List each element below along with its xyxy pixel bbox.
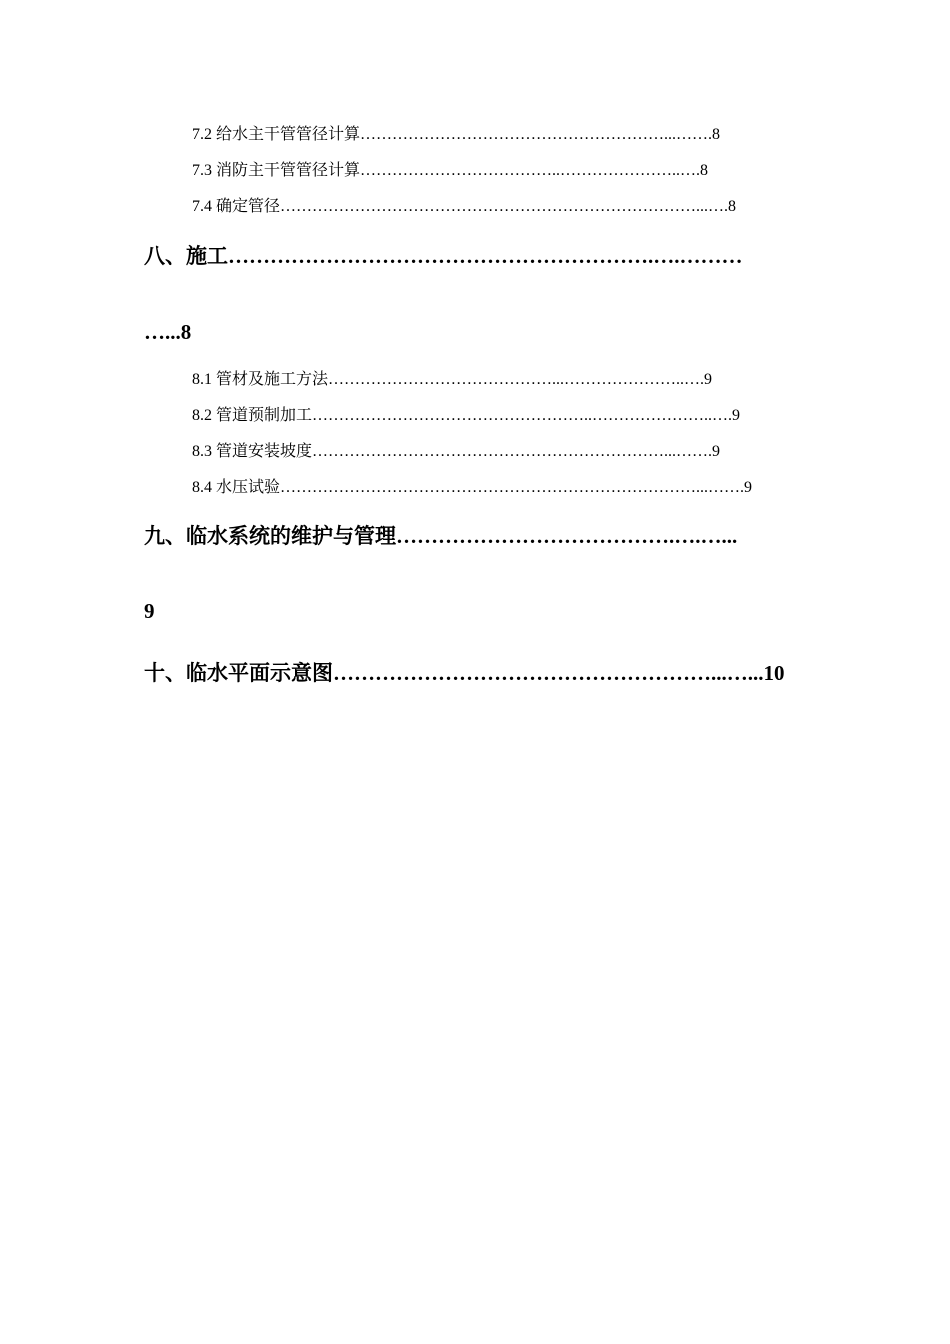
toc-entry-8-4: 8.4 水压试验……………………………………………………………………...…….9 [192,479,753,496]
toc-entry-8: 八、施工…………………………………………………….….……… [144,244,743,268]
toc-entry-8-page: …...8 [144,320,192,344]
toc-entry-8-2: 8.2 管道预制加工……………………………………………..…………………..….9 [192,407,741,424]
toc-entry-9-page: 9 [144,599,155,623]
toc-entry-7-2: 7.2 给水主干管管径计算…………………………………………………...…….8 [192,126,721,143]
toc-entry-7-4: 7.4 确定管径……………………………………………………………………...….8 [192,198,737,215]
toc-entry-10: 十、临水平面示意图………………………………………………...…...10 [144,661,785,685]
toc-entry-8-1: 8.1 管材及施工方法……………………………………...…………………..….9 [192,371,713,388]
toc-entry-9: 九、临水系统的维护与管理………………………………….….…... [144,524,738,548]
toc-entry-8-3: 8.3 管道安装坡度…………………………………………………………...…….9 [192,443,721,460]
toc-entry-7-3: 7.3 消防主干管管径计算………………………………..…………………..….8 [192,162,709,179]
